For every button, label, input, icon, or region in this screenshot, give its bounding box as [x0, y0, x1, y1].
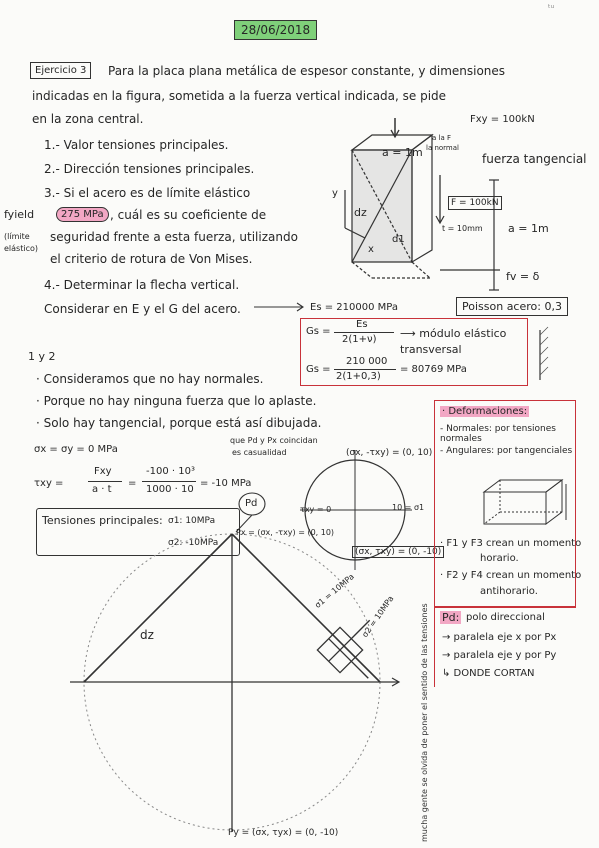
sigma-zero: σx = σy = 0 MPa — [34, 444, 118, 455]
exercise-label: Ejercicio 3 — [30, 62, 91, 79]
pd-note-line-3: ↳ DONDE CORTAN — [442, 668, 535, 679]
g2-result: = 80769 MPa — [400, 364, 467, 375]
statement-line-2: indicadas en la figura, sometida a la fuerza vertical indicada, se pide — [32, 89, 447, 103]
pd-note-line-1: → paralela eje x por Px — [442, 632, 557, 643]
mohr-top-point: (σx, -τxy) = (0, 10) — [346, 448, 433, 458]
mohr-px-label: Px = (σx, -τxy) = (0, 10) — [236, 528, 335, 537]
tau-den-1: a · t — [92, 484, 112, 495]
fyield-label: fyield — [4, 208, 35, 221]
g2-lhs: Gs = — [306, 364, 331, 375]
g1-lhs: Gs = — [306, 326, 331, 337]
reason-bullet-2: · Porque no hay ninguna fuerza que lo aplaste. — [36, 394, 317, 408]
question-3b: , cuál es su coeficiente de — [110, 208, 267, 222]
t-label: t = 10mm — [442, 224, 483, 233]
es-value: Es = 210000 MPa — [310, 302, 398, 313]
g1-denominator: 2(1+ν) — [342, 334, 377, 345]
pd-note-1: que Pd y Px coincidan — [230, 436, 318, 445]
pd-note-title-rest: polo direccional — [466, 612, 545, 623]
statement-line-3: en la zona central. — [32, 112, 144, 126]
fyield-value: 275 MPa — [56, 207, 109, 222]
pd-note-line-2: → paralela eje y por Py — [442, 650, 557, 661]
fxy-label: Fxy = 100kN — [470, 114, 535, 125]
question-3a: 3.- Si el acero es de límite elástico — [44, 186, 251, 200]
question-2: 2.- Dirección tensiones principales. — [44, 162, 255, 176]
deformations-f2f4-a: · F2 y F4 crean un momento — [440, 570, 582, 581]
question-3c: seguridad frente a esta fuerza, utilizando — [50, 230, 298, 244]
deformations-angular: - Angulares: por tangenciales — [440, 446, 573, 456]
d1-label: d1 — [392, 234, 405, 245]
equals-sign: = — [128, 478, 137, 489]
question-4: 4.- Determinar la flecha vertical. — [44, 278, 240, 292]
g1-numerator: Es — [356, 319, 368, 330]
tau-den-2: 1000 · 10 — [146, 484, 194, 495]
g1-note-text: módulo elástico transversal — [400, 327, 507, 356]
mohr-dz-label: dz — [140, 628, 154, 642]
deformations-title: · Deformaciones: — [442, 406, 528, 417]
dz-figure-label: dz — [354, 206, 367, 219]
vertical-side-note: mucha gente se olvida de poner el sentido de las tensiones — [420, 603, 429, 842]
poisson-box: Poisson acero: 0,3 — [456, 297, 568, 316]
fxy-note-2: la normal — [426, 144, 459, 152]
f-box-label: F = 100kN — [448, 196, 502, 210]
reason-bullet-3: · Solo hay tangencial, porque está así dibujada. — [36, 416, 322, 430]
deformations-f1f3-b: horario. — [480, 553, 519, 564]
limite-note-2: elástico) — [4, 244, 38, 253]
statement-line-1: Para la placa plana metálica de espesor constante, y dimensiones — [108, 64, 506, 78]
x-axis-label: x — [368, 244, 374, 255]
fv-label: fv = δ — [506, 270, 540, 283]
reason-bullet-1: · Consideramos que no hay normales. — [36, 372, 264, 386]
mohr-bottom-point: (σx, τxy) = (0, -10) — [352, 546, 444, 558]
deformations-f1f3-a: · F1 y F3 crean un momento — [440, 538, 582, 549]
principal-s1: σ1: 10MPa — [168, 516, 216, 526]
question-numbers: 1 y 2 — [28, 350, 56, 363]
consider-line: Considerar en E y el G del acero. — [44, 302, 241, 316]
question-1: 1.- Valor tensiones principales. — [44, 138, 229, 152]
question-3d: el criterio de rotura de Von Mises. — [50, 252, 253, 266]
date-label: 28/06/2018 — [234, 20, 317, 40]
tangential-force-label: fuerza tangencial — [482, 152, 587, 166]
g2-numerator: 210 000 — [346, 356, 388, 367]
mohr-tau-right: 10 = σ1 — [392, 503, 425, 512]
corner-mark: ᵗᵘ — [548, 4, 555, 14]
tau-num-1: Fxy — [94, 466, 112, 477]
principal-label: Tensiones principales: — [42, 514, 163, 527]
g2-denominator: 2(1+0,3) — [336, 371, 381, 382]
limite-note-1: (límite — [4, 232, 30, 241]
mohr-py-label: Py = (σx, τyx) = (0, -10) — [228, 828, 339, 838]
y-axis-label: y — [332, 188, 338, 199]
a-top-label: a = 1m — [382, 146, 423, 159]
mohr-s2-arrow-label: σ2 = 10MPa — [360, 594, 396, 640]
g1-note: ⟶ módulo elástico transversal — [400, 327, 507, 356]
deformations-normal: - Normales: por tensiones normales — [440, 424, 556, 444]
deformations-f2f4-b: antihorario. — [480, 586, 538, 597]
mohr-pd-label: Pd — [245, 498, 258, 509]
tau-result: = -10 MPa — [200, 478, 252, 489]
pd-note-2: es casualidad — [232, 448, 287, 457]
tau-lhs: τxy = — [34, 478, 64, 489]
pd-note-title: Pd: — [442, 611, 460, 624]
mohr-s1-arrow-label: σ1 = 10MPa — [313, 571, 356, 610]
a-side-label: a = 1m — [508, 222, 549, 235]
mohr-tau-left: τxy = 0 — [300, 505, 332, 514]
principal-s2: σ2: -10MPa — [168, 538, 219, 548]
fxy-note-1: a la F — [432, 134, 452, 142]
tau-num-2: -100 · 10³ — [146, 466, 195, 477]
